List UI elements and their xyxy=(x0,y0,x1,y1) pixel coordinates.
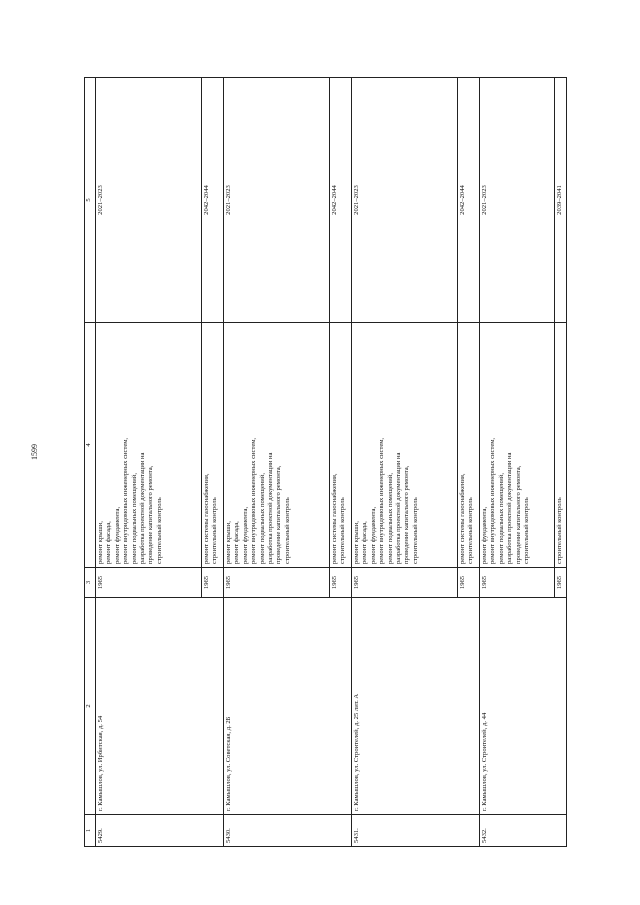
row-id: 5431. xyxy=(352,815,480,847)
row-address: г. Камышлов, ул. Строителей, д. 25 лит. А xyxy=(352,598,480,815)
table-row xyxy=(480,78,555,847)
works-text: ремонт фундамента, ремонт внутридомовых инженерных систем, ремонт подвальных помещений, разработка проектной документации на проведение капитального ремонта, строительный контроль xyxy=(481,437,531,564)
row-year: 1965 xyxy=(224,568,330,598)
row-period: 2021–2023 xyxy=(480,78,555,323)
column-number-5: 5 xyxy=(85,78,96,323)
works-text: строительный контроль xyxy=(556,497,563,564)
works-text: ремонт крыши, ремонт фасада, ремонт фундамента, ремонт внутридомовых инженерных систем, ремонт подвальных помещений, разработка проектной документации на проведение капитального ремонта, строительный контроль xyxy=(353,437,419,564)
row-address: г. Камышлов, ул. Строителей, д. 44 xyxy=(480,598,567,815)
works-text: ремонт крыши, ремонт фасада, ремонт фундамента, ремонт внутридомовых инженерных систем, ремонт подвальных помещений, разработка проектной документации на проведение капитального ремонта, строительный контроль xyxy=(225,437,291,564)
column-number-2: 2 xyxy=(85,598,96,815)
row-period: 2042–2044 xyxy=(458,78,480,323)
table-row xyxy=(224,78,330,847)
row-year: 1965 xyxy=(352,568,458,598)
row-works xyxy=(202,323,224,568)
row-year: 1965 xyxy=(330,568,352,598)
rotated-table-container xyxy=(84,78,564,847)
row-year: 1965 xyxy=(96,568,202,598)
row-works xyxy=(224,323,330,568)
works-text: ремонт системы газоснабжения, строительный контроль xyxy=(459,473,475,564)
row-period: 2021–2023 xyxy=(352,78,458,323)
table-row xyxy=(352,78,458,847)
repair-schedule-table xyxy=(84,77,567,847)
works-text: ремонт крыши, ремонт фасада, ремонт фундамента, ремонт внутридомовых инженерных систем, ремонт подвальных помещений, разработка проектной документации на проведение капитального ремонта, строительный контроль xyxy=(97,437,163,564)
column-number-3: 3 xyxy=(85,568,96,598)
works-text: ремонт системы газоснабжения, строительный контроль xyxy=(203,473,219,564)
row-id: 5430. xyxy=(224,815,352,847)
column-number-4: 4 xyxy=(85,323,96,568)
table-header-row xyxy=(85,78,96,847)
row-period: 2021–2023 xyxy=(96,78,202,323)
row-period: 2021–2023 xyxy=(224,78,330,323)
row-year: 1965 xyxy=(555,568,567,598)
row-id: 5432. xyxy=(480,815,567,847)
row-works xyxy=(480,323,555,568)
row-address: г. Камышлов, ул. Советская, д. 2Б xyxy=(224,598,352,815)
row-year: 1965 xyxy=(458,568,480,598)
row-works xyxy=(458,323,480,568)
row-works xyxy=(352,323,458,568)
row-address: г. Камышлов, ул. Ирбитская, д. 54 xyxy=(96,598,224,815)
row-period: 2042–2044 xyxy=(202,78,224,323)
row-period: 2042–2044 xyxy=(330,78,352,323)
table-row xyxy=(96,78,202,847)
column-number-1: 1 xyxy=(85,815,96,847)
row-id: 5429. xyxy=(96,815,224,847)
row-period: 2039–2041 xyxy=(555,78,567,323)
row-works xyxy=(555,323,567,568)
works-text: ремонт системы газоснабжения, строительный контроль xyxy=(331,473,347,564)
row-year: 1965 xyxy=(480,568,555,598)
row-works xyxy=(330,323,352,568)
row-works xyxy=(96,323,202,568)
page-number: 1599 xyxy=(30,444,39,460)
row-year: 1965 xyxy=(202,568,224,598)
